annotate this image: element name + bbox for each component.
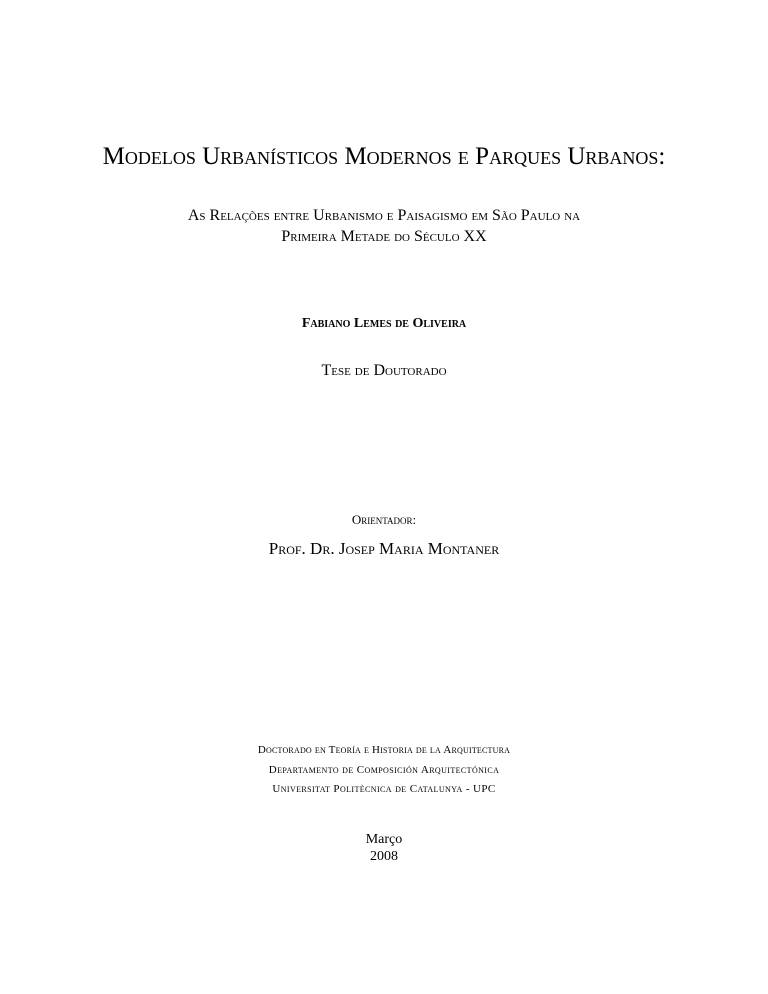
date-year: 2008 (370, 849, 398, 864)
thesis-subtitle-line-1: As Relações entre Urbanismo e Paisagismo em São Paulo na (187, 207, 581, 224)
institution-university: Universitat Politècnica de Catalunya - UPC (272, 783, 496, 795)
advisor-label: Orientador: (351, 512, 417, 527)
author-name: Fabiano Lemes de Oliveira (301, 316, 467, 331)
institution-program: Doctorado en Teoría e Historia de la Arquitectura (257, 744, 511, 756)
advisor-name: Prof. Dr. Josep Maria Montaner (268, 539, 500, 558)
date-month: Março (365, 832, 403, 847)
institution-department: Departamento de Composición Arquitectónica (268, 764, 500, 776)
document-type: Tese de Doutorado (321, 362, 447, 379)
thesis-subtitle-line-2: Primeira Metade do Século XX (281, 228, 487, 245)
thesis-title: Modelos Urbanísticos Modernos e Parques Urbanos: (102, 143, 666, 170)
